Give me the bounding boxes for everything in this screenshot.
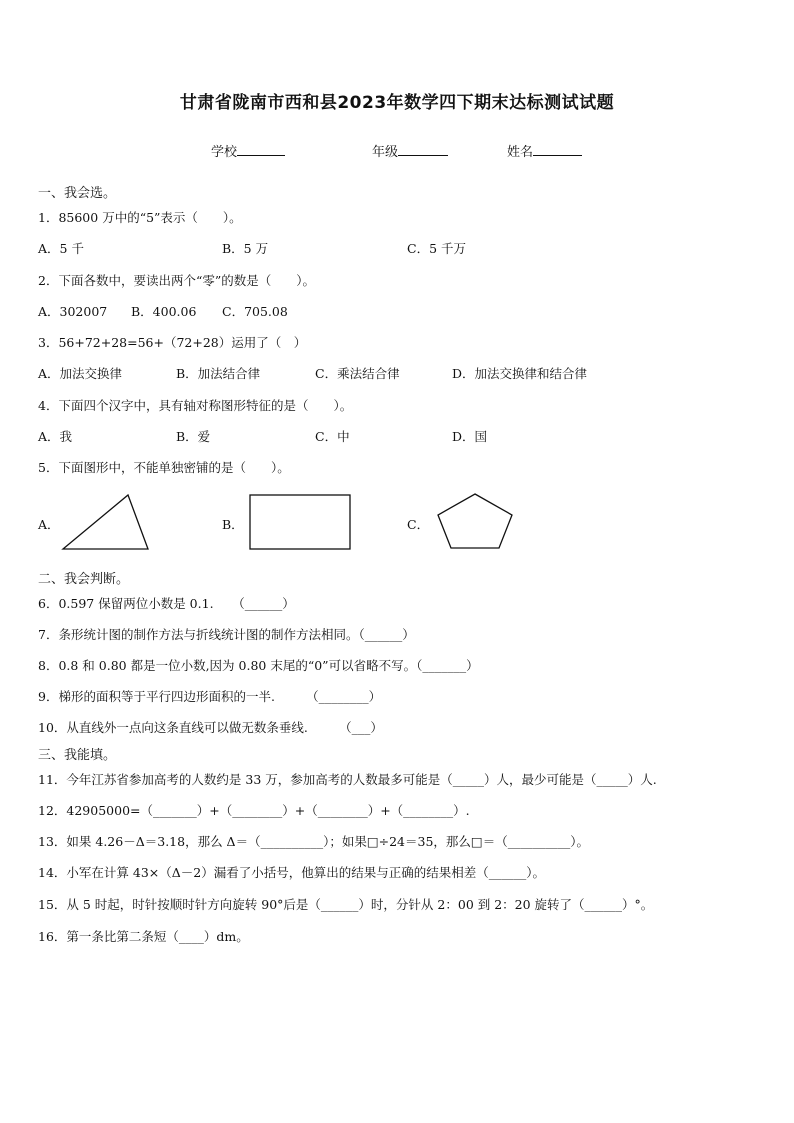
q5-option-a[interactable]: A． xyxy=(38,517,60,532)
section-heading-1: 一、我会选。 xyxy=(38,186,117,201)
q1-option-c[interactable]: C．5 千万 xyxy=(407,241,466,256)
q5-option-b[interactable]: B． xyxy=(222,517,244,532)
q4-option-a[interactable]: A．我 xyxy=(38,429,73,444)
q2-option-b[interactable]: B．400.06 xyxy=(131,304,197,319)
grade-field xyxy=(372,141,448,160)
name-field xyxy=(507,141,582,160)
section-heading-2: 二、我会判断。 xyxy=(38,572,130,587)
q3-option-d[interactable]: D．加法交换律和结合律 xyxy=(452,366,588,381)
q4-option-d[interactable]: D．国 xyxy=(452,429,488,444)
name-blank[interactable] xyxy=(533,142,582,156)
question-13: 13．如果 4.26－Δ＝3.18，那么 Δ＝（__________）；如果□÷24＝35，那么□＝（__________）。 xyxy=(38,834,589,849)
q4-option-c[interactable]: C．中 xyxy=(315,429,350,444)
question-14: 14．小军在计算 43×（Δ－2）漏看了小括号，他算出的结果与正确的结果相差（______）。 xyxy=(38,865,545,880)
pentagon-shape xyxy=(434,492,518,552)
q4-option-b[interactable]: B．爱 xyxy=(176,429,211,444)
question-15: 15．从 5 时起，时针按顺时针方向旋转 90°后是（______）时，分针从 2：00 到 2：20 旋转了（______）°。 xyxy=(38,897,654,912)
pentagon-outline xyxy=(438,494,512,548)
question-10: 10．从直线外一点向这条直线可以做无数条垂线. （___） xyxy=(38,720,383,735)
section-heading-3: 三、我能填。 xyxy=(38,748,117,763)
triangle-outline xyxy=(63,495,148,549)
grade-label: 年级 xyxy=(372,145,399,160)
q5-option-c[interactable]: C． xyxy=(407,517,430,532)
q2-option-c[interactable]: C．705.08 xyxy=(222,304,288,319)
school-blank[interactable] xyxy=(237,142,285,156)
question-8: 8．0.8 和 0.80 都是一位小数,因为 0.80 末尾的“0”可以省略不写。（_______） xyxy=(38,658,479,673)
question-1: 1．85600 万中的“5”表示（ ）。 xyxy=(38,210,242,225)
question-2: 2．下面各数中，要读出两个“零”的数是（ ）。 xyxy=(38,273,315,288)
question-16: 16．第一条比第二条短（____）dm。 xyxy=(38,929,249,944)
q1-option-a[interactable]: A．5 千 xyxy=(38,241,84,256)
q3-option-b[interactable]: B．加法结合律 xyxy=(176,366,261,381)
question-9: 9．梯形的面积等于平行四边形面积的一半. （________） xyxy=(38,689,382,704)
q3-option-c[interactable]: C．乘法结合律 xyxy=(315,366,400,381)
q1-option-b[interactable]: B．5 万 xyxy=(222,241,269,256)
name-label: 姓名 xyxy=(507,145,534,160)
school-label: 学校 xyxy=(211,145,238,160)
grade-blank[interactable] xyxy=(398,142,448,156)
triangle-shape xyxy=(58,492,158,552)
question-11: 11．今年江苏省参加高考的人数约是 33 万，参加高考的人数最多可能是（_____）人，最少可能是（_____）人. xyxy=(38,772,657,787)
question-5: 5．下面图形中，不能单独密铺的是（ ）。 xyxy=(38,460,290,475)
rectangle-outline xyxy=(250,495,350,549)
rectangle-shape xyxy=(248,493,352,551)
question-7: 7．条形统计图的制作方法与折线统计图的制作方法相同。（______） xyxy=(38,627,415,642)
question-12: 12．42905000=（_______）+（________）+（________）+（________）. xyxy=(38,803,470,818)
q2-option-a[interactable]: A．302007 xyxy=(38,304,108,319)
q3-option-a[interactable]: A．加法交换律 xyxy=(38,366,123,381)
question-4: 4．下面四个汉字中，具有轴对称图形特征的是（ ）。 xyxy=(38,398,353,413)
question-3: 3．56+72+28=56+（72+28）运用了（ ） xyxy=(38,335,307,350)
page-title: 甘肃省陇南市西和县2023年数学四下期末达标测试试题 xyxy=(179,93,615,113)
question-6: 6．0.597 保留两位小数是 0.1. （______） xyxy=(38,596,295,611)
school-field xyxy=(211,141,285,160)
